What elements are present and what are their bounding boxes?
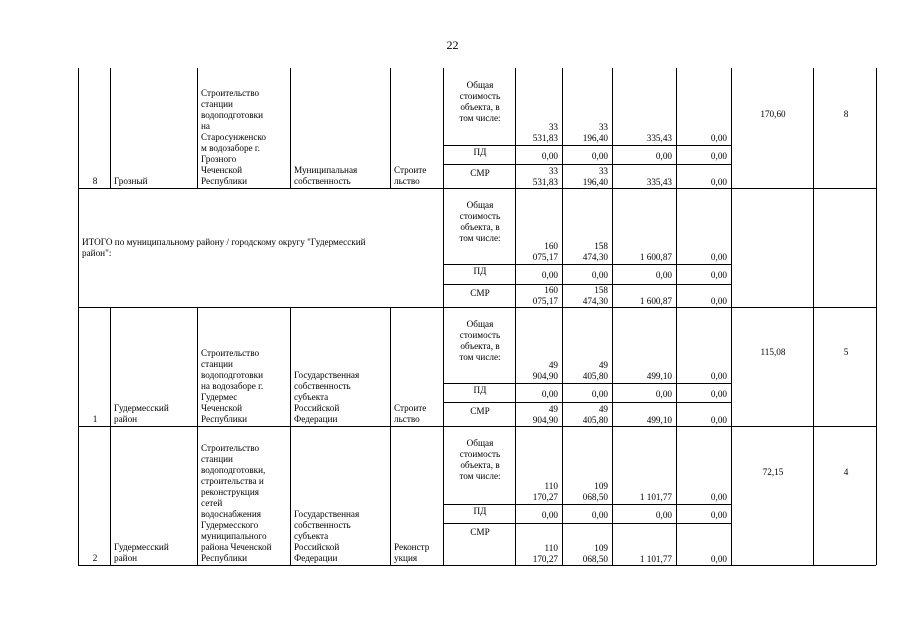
pd-value: 0,00 — [710, 389, 727, 399]
smr-value: 110 170,27 — [532, 543, 558, 564]
table-bottom-border — [78, 565, 876, 566]
pd-value: 0,00 — [591, 510, 608, 520]
total-cost-value: 33 531,83 — [532, 122, 558, 143]
ownership-type: Муниципальная собственность — [294, 165, 358, 186]
column-border — [876, 68, 877, 565]
object-name: Строительство станции водоподготовки на Старосунженско м водозаборе г. Грозного Чеченской Республики — [201, 88, 266, 186]
smr-label: СМР — [470, 406, 490, 416]
pd-value: 0,00 — [591, 389, 608, 399]
smr-value: 0,00 — [710, 177, 727, 187]
smr-value: 0,00 — [710, 296, 727, 306]
municipality-name: Грозный — [114, 176, 148, 186]
total-cost-value: 499,10 — [646, 371, 672, 381]
pd-label: ПД — [473, 266, 487, 276]
total-cost-label: Общая стоимость объекта, в том числе: — [459, 438, 501, 481]
pd-value: 0,00 — [591, 270, 608, 280]
total-cost-value: 49 904,90 — [532, 360, 558, 381]
subrow-border — [443, 504, 731, 505]
count-value: 5 — [843, 347, 849, 357]
total-cost-value: 160 075,17 — [532, 241, 558, 262]
column-border — [110, 68, 111, 188]
total-cost-value: 1 101,77 — [639, 492, 672, 502]
row-number: 2 — [92, 553, 98, 563]
smr-value: 0,00 — [710, 415, 727, 425]
pd-label: ПД — [473, 147, 487, 157]
column-border — [197, 307, 198, 565]
pd-value: 0,00 — [655, 151, 672, 161]
subrow-border — [443, 145, 731, 146]
column-border — [78, 68, 79, 565]
total-cost-value: 335,43 — [646, 133, 672, 143]
smr-label: СМР — [470, 288, 490, 298]
object-name: Строительство станции водоподготовки, строительства и реконструкция сетей водоснабжения Гудермесского муниципального района Чеченской Республики — [201, 443, 272, 563]
smr-value: 335,43 — [646, 177, 672, 187]
total-cost-value: 109 068,50 — [582, 481, 608, 502]
smr-value: 49 904,90 — [532, 404, 558, 425]
pd-value: 0,00 — [541, 389, 558, 399]
ownership-type: Государственная собственность субъекта Российской Федерации — [294, 509, 360, 563]
total-cost-label: Общая стоимость объекта, в том числе: — [459, 200, 501, 243]
capacity-value: 170,60 — [760, 108, 786, 119]
row-number: 8 — [92, 176, 98, 186]
pd-value: 0,00 — [655, 510, 672, 520]
pd-value: 0,00 — [591, 151, 608, 161]
row-number: 1 — [92, 414, 98, 424]
column-border — [390, 68, 391, 188]
column-border — [515, 68, 516, 565]
smr-value: 33 196,40 — [582, 166, 608, 187]
pd-label: ПД — [473, 506, 487, 516]
total-cost-value: 0,00 — [710, 371, 727, 381]
column-border — [197, 68, 198, 188]
smr-value: 33 531,83 — [532, 166, 558, 187]
column-border — [813, 68, 814, 565]
column-border — [562, 68, 563, 565]
itogo-label: ИТОГО по муниципальному району / городскому округу "Гудермесский район": — [82, 237, 366, 258]
column-border — [290, 307, 291, 565]
subrow-border — [443, 264, 731, 265]
total-cost-value: 49 405,80 — [582, 360, 608, 381]
smr-label: СМР — [470, 527, 490, 537]
pd-value: 0,00 — [710, 151, 727, 161]
count-value: 8 — [843, 108, 849, 119]
municipality-name: Гудермесский район — [114, 542, 169, 563]
subrow-border — [443, 402, 731, 403]
smr-value: 0,00 — [710, 554, 727, 564]
pd-value: 0,00 — [710, 270, 727, 280]
total-cost-value: 0,00 — [710, 492, 727, 502]
smr-value: 1 101,77 — [639, 554, 672, 564]
smr-value: 1 600,87 — [639, 296, 672, 306]
column-border — [110, 307, 111, 565]
row-border — [78, 188, 876, 189]
column-border — [676, 68, 677, 565]
total-cost-value: 110 170,27 — [532, 481, 558, 502]
smr-value: 49 405,80 — [582, 404, 608, 425]
smr-value: 160 075,17 — [532, 285, 558, 306]
pd-value: 0,00 — [655, 389, 672, 399]
column-border — [612, 68, 613, 565]
smr-value: 158 474,30 — [582, 285, 608, 306]
object-name: Строительство станции водоподготовки на водозаборе г. Гудермес Чеченской Республики — [201, 348, 264, 424]
subrow-border — [443, 383, 731, 384]
work-type: Строите льство — [394, 165, 427, 186]
total-cost-label: Общая стоимость объекта, в том числе: — [459, 80, 501, 123]
count-value: 4 — [843, 467, 849, 477]
column-border — [731, 68, 732, 565]
column-border — [443, 68, 444, 565]
smr-label: СМР — [470, 168, 490, 178]
total-cost-value: 0,00 — [710, 252, 727, 262]
smr-value: 499,10 — [646, 415, 672, 425]
total-cost-value: 33 196,40 — [582, 122, 608, 143]
page-number: 22 — [446, 38, 459, 52]
subrow-border — [443, 164, 731, 165]
pd-value: 0,00 — [541, 151, 558, 161]
capacity-value: 72,15 — [762, 467, 784, 477]
total-cost-value: 0,00 — [710, 133, 727, 143]
total-cost-value: 158 474,30 — [582, 241, 608, 262]
work-type: Строите льство — [394, 403, 427, 424]
smr-value: 109 068,50 — [582, 543, 608, 564]
pd-value: 0,00 — [655, 270, 672, 280]
total-cost-label: Общая стоимость объекта, в том числе: — [459, 319, 501, 362]
pd-value: 0,00 — [710, 510, 727, 520]
work-type: Реконстр укция — [394, 542, 430, 563]
column-border — [390, 307, 391, 565]
capacity-value: 115,08 — [760, 347, 786, 357]
pd-value: 0,00 — [541, 510, 558, 520]
subrow-border — [443, 523, 731, 524]
pd-label: ПД — [473, 385, 487, 395]
total-cost-value: 1 600,87 — [639, 252, 672, 262]
pd-value: 0,00 — [541, 270, 558, 280]
ownership-type: Государственная собственность субъекта Российской Федерации — [294, 370, 360, 424]
column-border — [290, 68, 291, 188]
municipality-name: Гудермесский район — [114, 403, 169, 424]
